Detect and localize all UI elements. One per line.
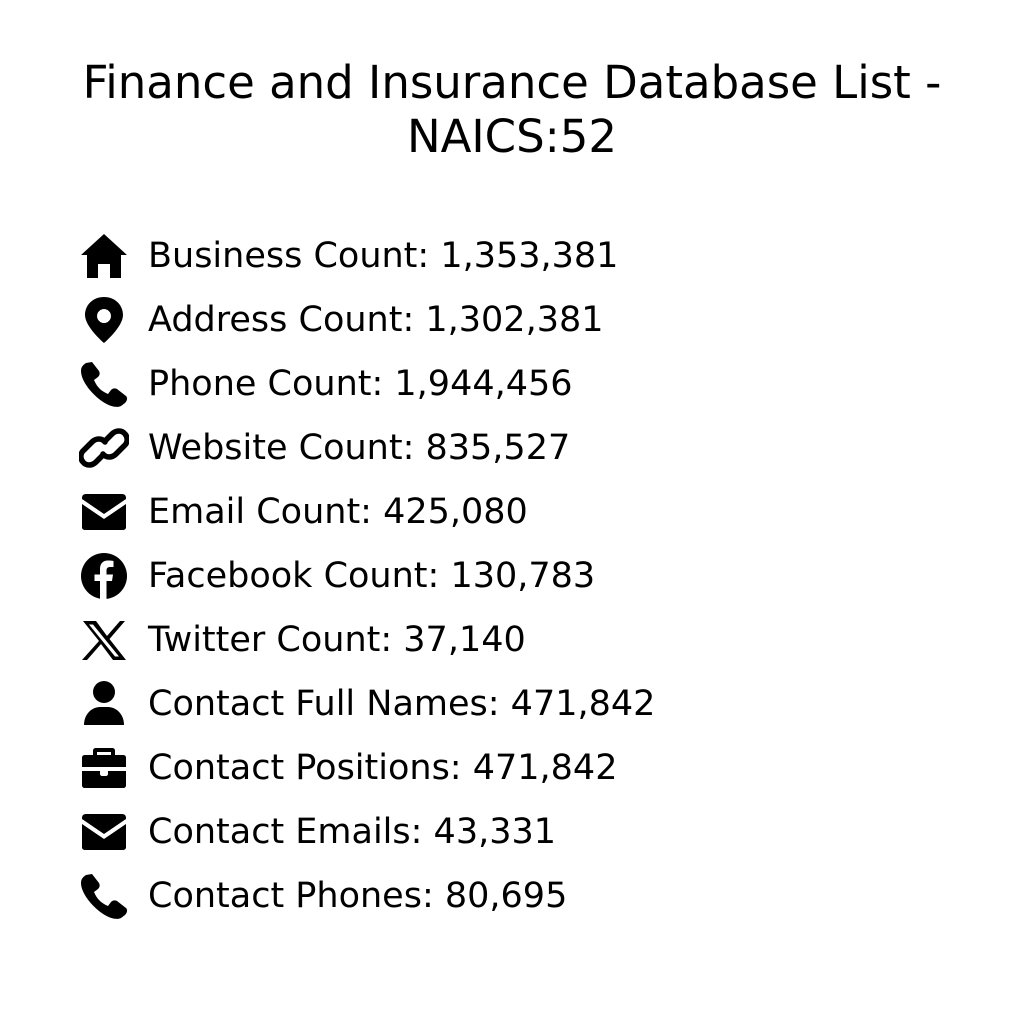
briefcase-icon xyxy=(79,743,129,793)
stat-label: Contact Emails: 43,331 xyxy=(148,812,557,852)
stat-label: Business Count: 1,353,381 xyxy=(148,236,619,276)
stat-item-email xyxy=(79,480,655,544)
stat-label: Address Count: 1,302,381 xyxy=(148,300,604,340)
stat-label: Phone Count: 1,944,456 xyxy=(148,364,573,404)
stat-label: Twitter Count: 37,140 xyxy=(148,620,526,660)
stat-label: Email Count: 425,080 xyxy=(148,492,528,532)
stat-label: Contact Positions: 471,842 xyxy=(148,748,618,788)
phone-icon xyxy=(79,359,129,409)
link-icon xyxy=(79,423,129,473)
stat-item-facebook xyxy=(79,544,655,608)
x-twitter-icon xyxy=(79,615,129,665)
stat-label: Contact Phones: 80,695 xyxy=(148,876,568,916)
home-icon xyxy=(79,231,129,281)
user-icon xyxy=(79,679,129,729)
stat-item-contact-positions xyxy=(79,736,655,800)
page-title: Finance and Insurance Database List - NAICS:52 xyxy=(82,56,942,163)
envelope-icon xyxy=(79,487,129,537)
stat-item-twitter xyxy=(79,608,655,672)
stat-item-address xyxy=(79,288,655,352)
stats-list xyxy=(79,224,655,928)
stat-label: Website Count: 835,527 xyxy=(148,428,571,468)
stat-label: Facebook Count: 130,783 xyxy=(148,556,596,596)
stat-item-contact-names xyxy=(79,672,655,736)
stat-item-phone xyxy=(79,352,655,416)
stat-label: Contact Full Names: 471,842 xyxy=(148,684,656,724)
phone-icon xyxy=(79,871,129,921)
stat-item-website xyxy=(79,416,655,480)
stat-item-contact-emails xyxy=(79,800,655,864)
map-pin-icon xyxy=(79,295,129,345)
envelope-icon xyxy=(79,807,129,857)
stat-item-contact-phones xyxy=(79,864,655,928)
stat-item-business xyxy=(79,224,655,288)
facebook-icon xyxy=(79,551,129,601)
